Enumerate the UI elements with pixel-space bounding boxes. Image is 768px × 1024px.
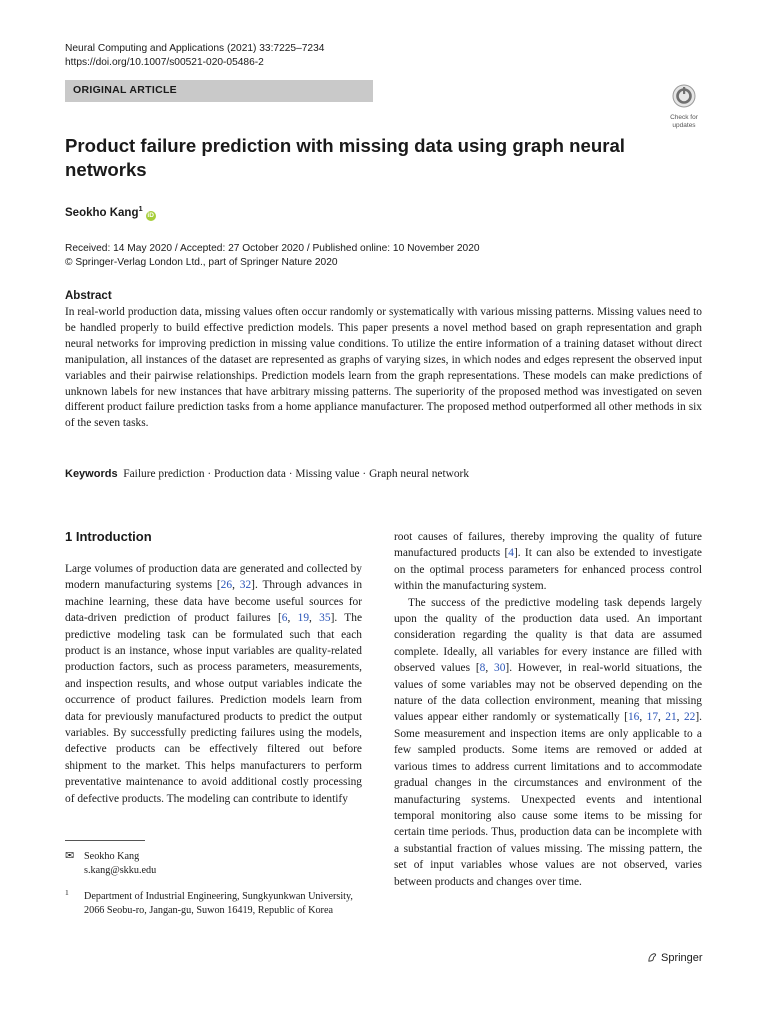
affiliation-text: Department of Industrial Engineering, Sungkyunkwan University, 2066 Seobu-ro, Jangan-gu, Suwon 16419, Republic of Korea — [84, 891, 353, 917]
author — [65, 204, 156, 221]
publication-dates: Received: 14 May 2020 / Accepted: 27 October 2020 / Published online: 10 November 2020 — [65, 243, 480, 254]
publisher-name: Springer — [661, 952, 703, 964]
orcid-icon[interactable]: iD — [147, 211, 154, 219]
left-column — [65, 561, 362, 807]
citation-link[interactable]: 21 — [665, 711, 677, 724]
citation-link[interactable]: 35 — [319, 612, 331, 625]
keywords-list: Failure prediction · Production data · Missing value · Graph neural network — [123, 468, 470, 480]
paragraph: root causes of failures, thereby improving the quality of future manufactured products [4]. It can also be extended to investigate on the optimal process parameters for enhanced process control within the manufacturing system. — [394, 531, 702, 593]
citation-link[interactable]: 17 — [646, 711, 659, 724]
citation-link[interactable]: 16 — [627, 711, 640, 724]
citation-link[interactable]: 22 — [683, 711, 696, 724]
check-for-updates-icon — [672, 84, 696, 108]
abstract-heading: Abstract — [65, 290, 112, 302]
citation-link[interactable]: 6 — [281, 612, 288, 625]
citation-link[interactable]: 8 — [479, 662, 486, 675]
check-updates-text-1: Check for — [670, 114, 698, 121]
springer-horse-icon — [647, 952, 658, 963]
author-affiliation-mark: 1 — [138, 204, 143, 213]
paragraph: The success of the predictive modeling task depends largely upon the quality of the production data used. An important consideration regarding the quality is that data are assumed complete. Ideally, all variables for every instance are filled with observed values [8, 30]. However, in real-world situations, the values of some variables may not be observed depending on the nature of the data collection environment, meaning that missing values appear either randomly or systematically [16, 17, 21, 22]. Some measurement and inspection items are only applicable to a few sampled products. Some items are removed or added at various times to address current limitations and to accommodate gradual changes in the circumstances and environment of the manufacturing systems. Unexpected events and intentional temporal monitoring also cause some items to be missing for certain time periods. Thus, production data can be incomplete with a substantial fraction of values missing. The missing pattern, the set of input variables whose values are not observed, varies between products and changes over time. — [394, 596, 702, 888]
keywords-label: Keywords — [65, 468, 118, 480]
citation-link[interactable]: 32 — [239, 579, 252, 592]
keywords — [65, 468, 705, 480]
affiliation-number: 1 — [65, 888, 69, 897]
citation-link[interactable]: 19 — [297, 612, 310, 625]
copyright-notice: © Springer-Verlag London Ltd., part of Springer Nature 2020 — [65, 257, 338, 268]
check-updates-text-2: updates — [672, 122, 696, 129]
right-column — [394, 529, 702, 890]
journal-citation: Neural Computing and Applications (2021) 33:7225–7234 — [65, 43, 325, 54]
article-type-label: ORIGINAL ARTICLE — [73, 84, 177, 96]
citation-link[interactable]: 30 — [494, 662, 506, 675]
article-title: Product failure prediction with missing data using graph neural networks — [65, 135, 625, 180]
envelope-icon: ✉ — [65, 850, 75, 862]
doi-link[interactable]: https://doi.org/10.1007/s00521-020-05486-2 — [65, 57, 264, 68]
section-heading-introduction: 1 Introduction — [65, 529, 152, 544]
check-for-updates-badge[interactable] — [664, 84, 704, 129]
citation-link[interactable]: 4 — [508, 547, 514, 560]
paragraph: Large volumes of production data are generated and collected by modern manufacturing systems [26, 32]. Through advances in machine learning, these data have become useful sources for data-driven prediction of product failures [6, 19, 35]. The predictive modeling task can be formulated such that each product is an instance, whose input variables are quality-related production factors, such as process parameters, measurements, and inspection results, and whose output variables indicate the occurrence of product failures. Prediction models learn from data for previously manufactured products to predict the output variables. By successfully predicting failures using the models, defective products can be effectively filtered out before shipment to the market. This helps manufacturers to perform preventative maintenance to avoid additional costly processing of defective products. The modeling can contribute to identify — [65, 563, 363, 805]
citation-link[interactable]: 26 — [220, 579, 233, 592]
abstract-text: In real-world production data, missing values often occur randomly or systematically with various missing patterns. Missing values need to be handled properly to build effective prediction models. This paper presents a novel method based on graph representation and graph neural networks for improving prediction in missing value conditions. To utilize the entire information of a training dataset without direct manipulation, all instances of the dataset are represented as graphs of varying sizes, in which nodes and edges represent the observed input variables and their pairwise relationships. Prediction models learn from the graph representations. These models can make predictions of unknown labels for new instances that have arbitrary missing patterns. The superiority of the proposed method was investigated on seven different product failure prediction tasks from a home appliance manufacturer. The proposed method outperformed all other methods in six of the seven tasks. — [65, 306, 702, 430]
corresponding-author-email[interactable]: s.kang@skku.edu — [84, 865, 157, 876]
author-name[interactable]: Seokho Kang — [65, 206, 139, 219]
publisher-logo — [647, 952, 703, 964]
corresponding-author-name: Seokho Kang — [84, 851, 140, 862]
article-type-bar — [65, 80, 373, 102]
footnote-divider — [65, 840, 145, 841]
